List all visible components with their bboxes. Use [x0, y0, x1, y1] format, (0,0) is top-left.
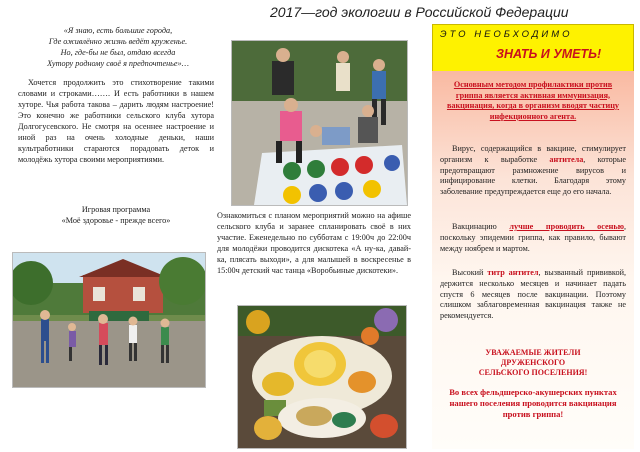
health-info-paragraph-1 [440, 144, 626, 198]
program-label: Игровая программа [81, 205, 151, 214]
p3-rest: , вызванный прививкой, держится несколько месяцев и начинает падать спустя 6 месяцев после вакцинации. Поэтому слишком заблаговременная вакцинация также не рекомендуется. [440, 268, 627, 321]
twister-game-photo [231, 40, 408, 206]
p1-term: антитела [549, 154, 584, 164]
twister-game-image [232, 41, 407, 205]
poem-line: Но, где-бы не был, отдаю всегда [60, 48, 176, 57]
events-paragraph: Ознакомиться с планом мероприятий можно на афише сельского клуба и заранее спланировать своё в них участие. Еженедельно по субботам с 19:00ч до 22:00ч для молодёжи проводится дискотека «А ну-ка, давай-ка, плясать выходи», а для малышей в воскресенье в 15:00ч детский час танца «Воробьиные дискотеки». [217, 211, 411, 275]
health-info-paragraph-3 [440, 268, 626, 322]
banner-line2: ЗНАТЬ И УМЕТЬ! [496, 47, 602, 61]
p2-rest: , поскольку эпидемии гриппа, как правило, бывают между ноябрем и мартом. [440, 222, 626, 253]
outdoor-games-photo [12, 252, 206, 388]
p3-lead: Высокий [452, 268, 484, 277]
intro-text: Хочется продолжить это стихотворение такими словами и строками……. И есть работники в нашем хуторе. Чья работа такова – дарить людям настроение! Это конечно же работники сельского клуба хутора Долгогусевского. Не смотря на осеннее настроение и иной раз на очень холодные деньки, наши культработники стараются порадовать деток и молодёжь хутора своими мероприятиями. [18, 78, 214, 164]
poem [20, 25, 216, 69]
poem-line: «Я знаю, есть большие города, [63, 26, 173, 35]
p2-lead: Вакцинацию [452, 222, 497, 231]
crafts-exhibit-image [238, 306, 406, 448]
program-caption [18, 204, 214, 226]
p2-term: лучше проводить осенью [509, 222, 624, 231]
appeal-line: СЕЛЬСКОГО ПОСЕЛЕНИЯ! [478, 368, 588, 377]
health-info-paragraph-2 [440, 222, 626, 254]
banner-line1: ЭТО НЕОБХОДИМО [440, 29, 573, 40]
appeal-line: УВАЖАЕМЫЕ ЖИТЕЛИ [485, 348, 581, 357]
health-info-heading: Основным методом профилактики против гриппа является активная иммунизация, вакцинация, когда в организм вводят частицу инфекционного агента. [446, 80, 620, 121]
crafts-exhibit-photo [237, 305, 407, 449]
poem-line: Хутору родному своё я предпочтенье»… [47, 59, 189, 68]
p1-rest: , которые предотвращают размножение вирусов и инфицирование клетки. Благодаря этому заболевание предупреждается еще до его начала. [440, 154, 626, 197]
residents-appeal [440, 348, 626, 378]
page-title: 2017—год экологии в Российской Федерации [270, 4, 569, 20]
p1-lead: Вирус, содержащийся в вакцине, стимулирует организм к выработке [440, 144, 626, 164]
p3-term: титр антител [487, 268, 539, 277]
outdoor-games-image [13, 253, 205, 387]
program-name: «Моё здоровье - прежде всего» [61, 216, 171, 225]
poem-line: Где оживлённо жизнь ведёт круженье. [48, 37, 188, 46]
appeal-line: ДРУЖЕНСКОГО [500, 358, 566, 367]
intro-paragraph [18, 77, 214, 165]
vaccination-notice: Во всех фельдшерско-акушерских пунктах нашего поселения проводится вакцинация против гриппа! [449, 387, 617, 419]
